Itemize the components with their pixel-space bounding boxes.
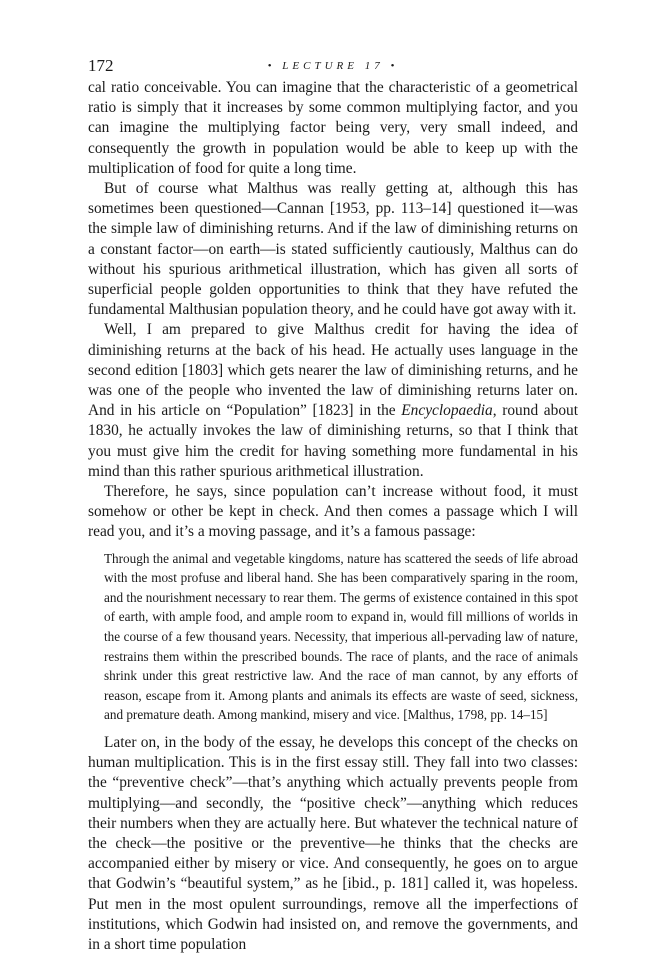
paragraph-continuation: cal ratio conceivable. You can imagine that the characteristic of a geometrical ratio is simply that it increases by some common multiplying factor, and you can imagine the multiplying factor being very, very small indeed, and consequently the growth in population would be able to keep up with the multiplication of food for quite a long time. (88, 79, 578, 177)
paragraph-check: Therefore, he says, since population can’t increase without food, it must somehow or other be kept in check. And then comes a passage which I will read you, and it’s a moving passage, and it’s a famous passage: (88, 483, 578, 541)
paragraph-malthus-credit (88, 320, 578, 482)
paragraph-checks-on-multiplication: Later on, in the body of the essay, he develops this concept of the checks on human multiplication. This is in the first essay still. They fall into two classes: the “preventive check”—that’s anything which actually prevents people from multiplying—and secondly, the “positive check”—anything which reduces their numbers when they are actually here. But whatever the technical nature of the check—the positive or the preventive—he thinks that the checks are accompanied either by misery or vice. And consequently, he goes on to argue that Godwin’s “beautiful system,” as he [ibid., p. 181] called it, was hopeless. Put men in the most opulent surroundings, remove all the imperfections of institutions, which Godwin had insisted on, and remove the governments, and in a short time population (88, 734, 578, 954)
block-quote: Through the animal and vegetable kingdoms, nature has scattered the seeds of life abroad with the most profuse and liberal hand. She has been comparatively sparing in the room, and the nourishment necessary to rear them. The germs of existence contained in this spot of earth, with ample food, and ample room to expand in, would fill millions of worlds in the course of a few thousand years. Necessity, that imperious all-pervading law of nature, restrains them within the prescribed bounds. The race of plants, and the race of animals shrink under this great restrictive law. And the race of man cannot, by any efforts of reason, escape from it. Among plants and animals its effects are waste of seed, sickness, and premature death. Among mankind, misery and vice. [Malthus, 1798, pp. 14–15] (104, 550, 579, 723)
body-text (88, 78, 578, 955)
paragraph-diminishing-returns: But of course what Malthus was really getting at, although this has sometimes been questioned—Cannan [1953, pp. 113–14] questioned it—was the simple law of diminishing returns. And if the law of diminishing returns on a constant factor—on earth—is stated sufficiently cautiously, Malthus can do without his spurious arithmetical illustration, which has given all sorts of superficial people golden opportunities to think that they have refuted the fundamental Malthusian population theory, and he could have got away with it. (88, 180, 578, 319)
running-title: • LECTURE 17 • (267, 60, 399, 72)
page-number: 172 (88, 56, 114, 75)
paragraph-text: , round about 1830, he actually invokes the law of diminishing returns, so that I think that you must give him the credit for having something more fundamental in his mind than this rather spurious arithmetical illustration. (88, 402, 578, 480)
running-head (88, 54, 578, 78)
paragraph-text: Well, I am prepared to give Malthus credit for having the idea of diminishing returns at the back of his head. He actually uses language in the second edition [1803] which gets nearer the law of diminishing returns, and he was one of the people who invented the law of diminishing returns later on. And in his article on “Population” [1823] in the (88, 321, 578, 420)
encyclopaedia-title: Encyclopaedia (401, 402, 493, 420)
